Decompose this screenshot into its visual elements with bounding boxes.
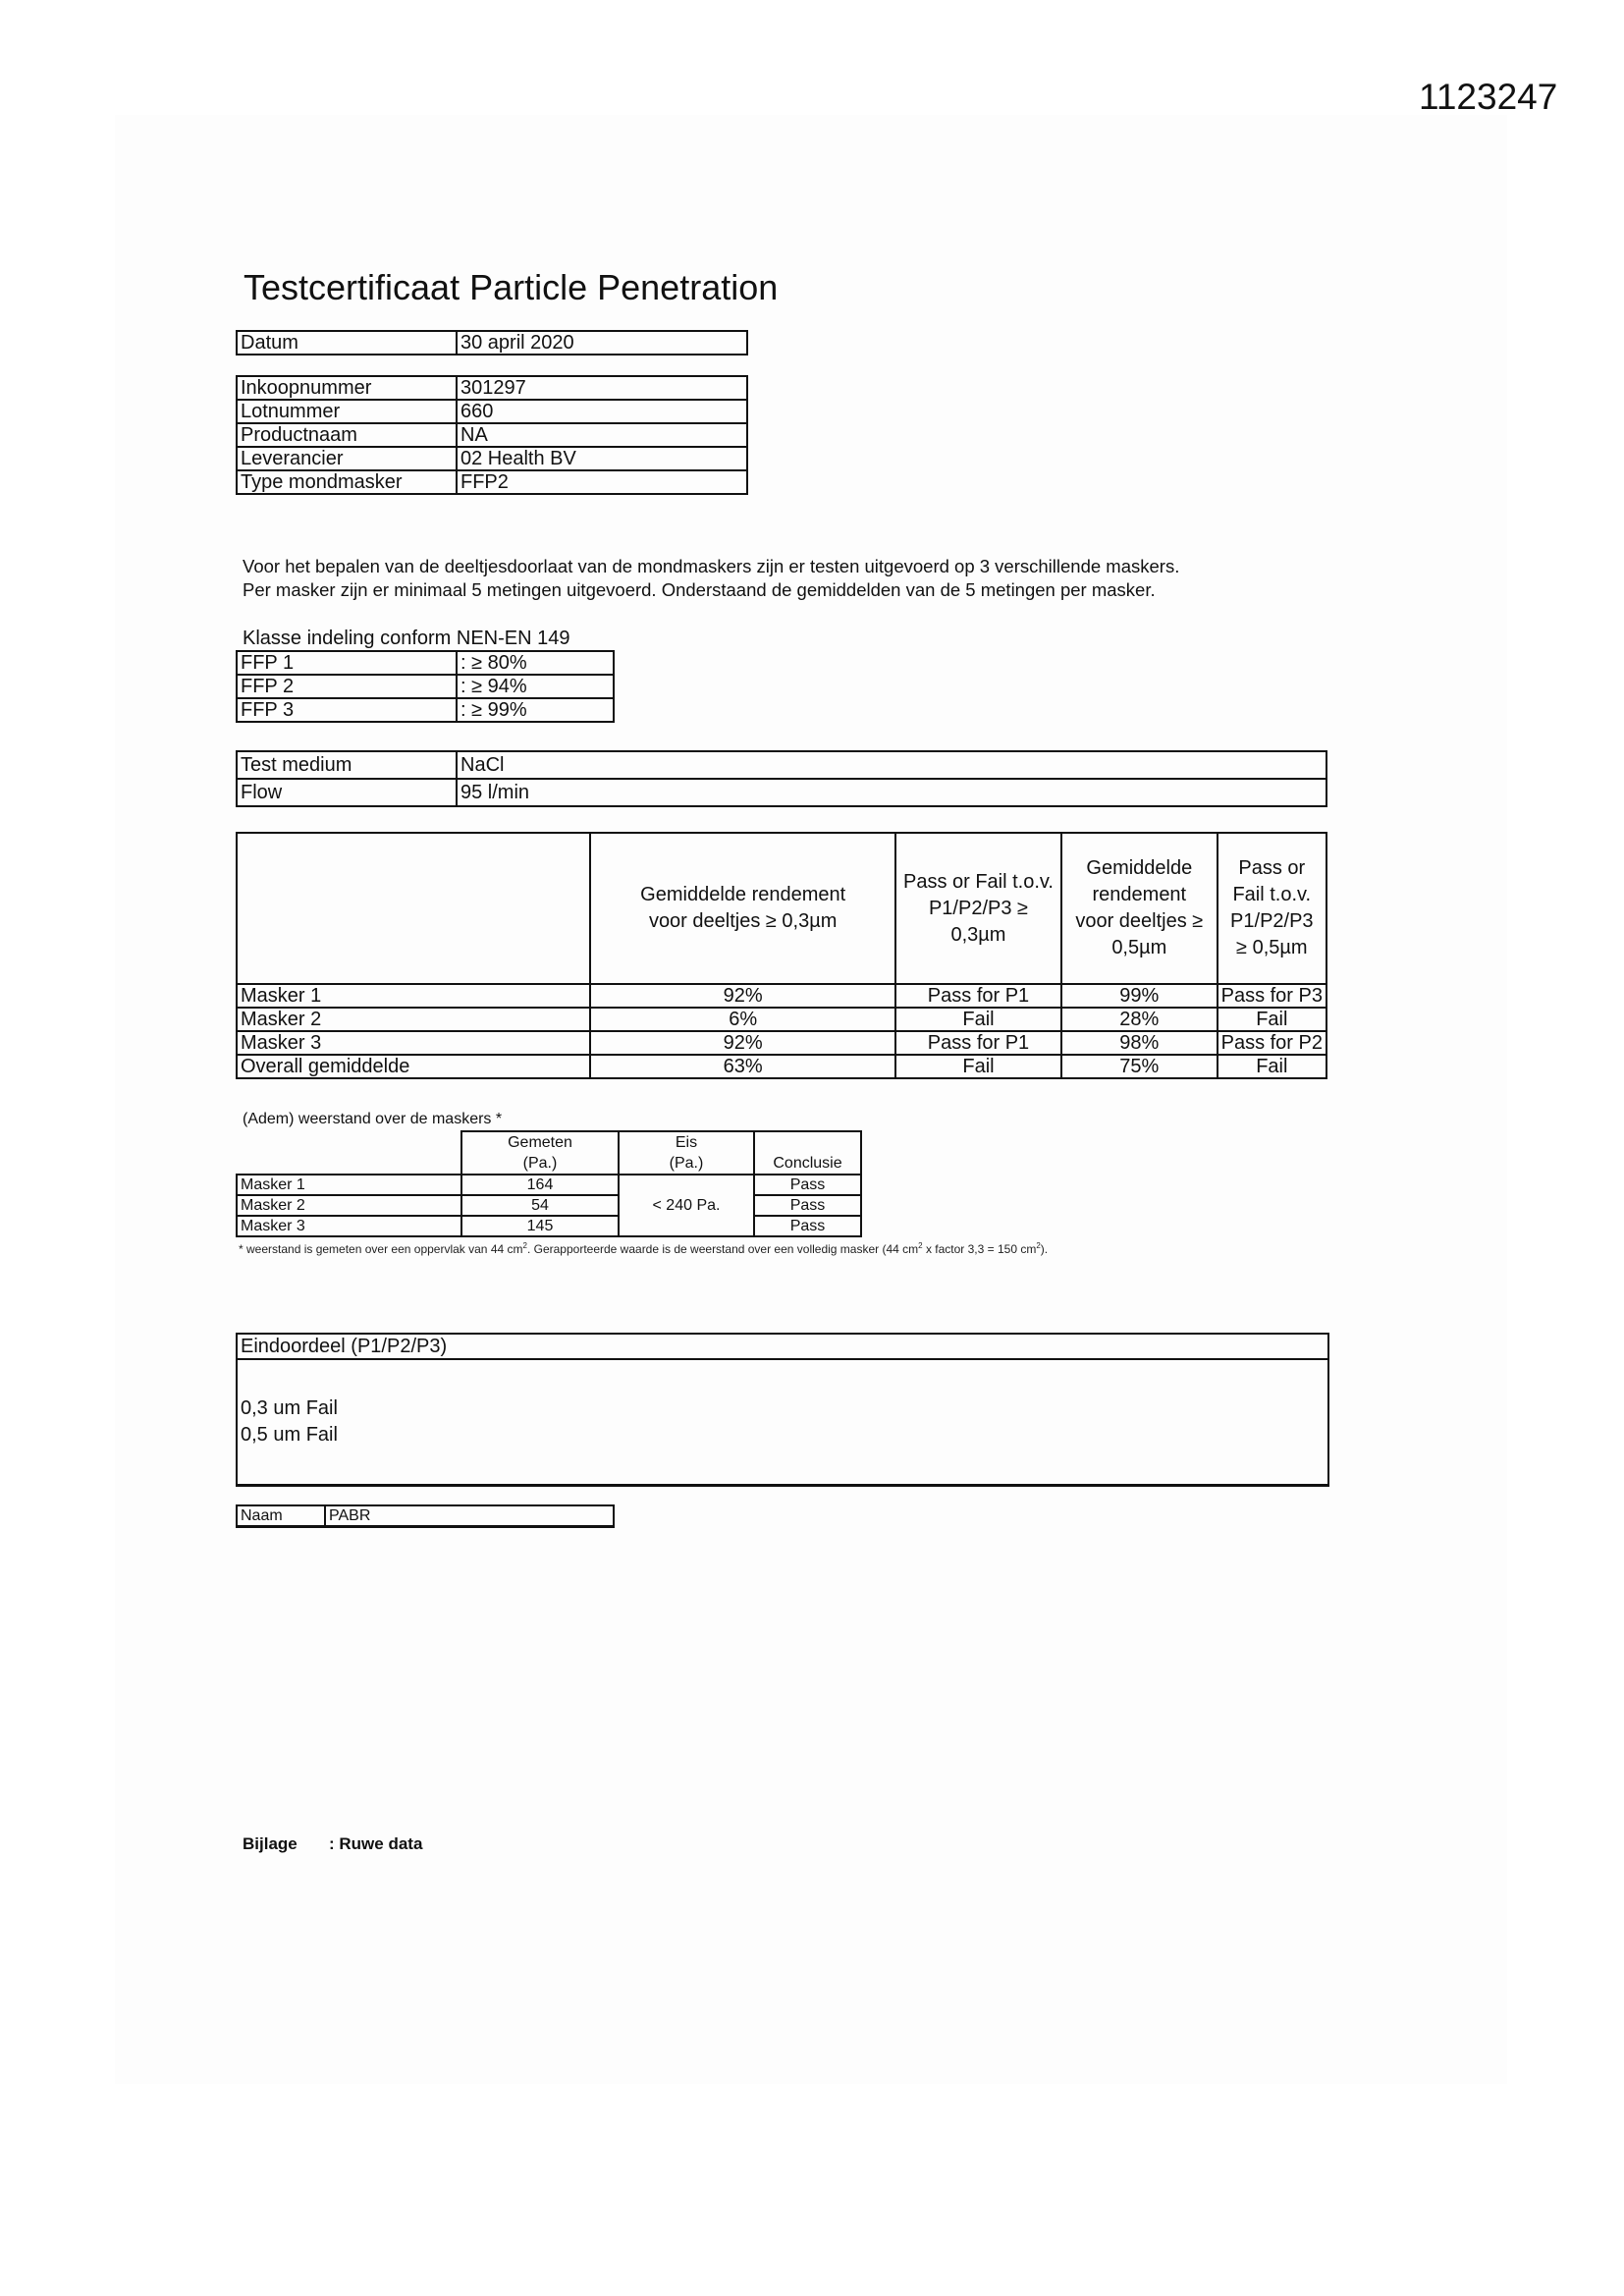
- results-header-row: [237, 833, 1326, 984]
- productnaam-label: Productnaam: [237, 423, 457, 447]
- table-row: [237, 400, 747, 423]
- table-row: [237, 1505, 614, 1527]
- table-row: [237, 651, 614, 675]
- leverancier-label: Leverancier: [237, 447, 457, 470]
- ffp1-class: FFP 1: [237, 651, 457, 675]
- measured: 145: [461, 1216, 619, 1236]
- document-number: 1123247: [1419, 77, 1558, 117]
- table-row: [237, 447, 747, 470]
- resistance-header-eis: [619, 1131, 754, 1175]
- table-row: [237, 331, 747, 355]
- table-row: [237, 984, 1326, 1008]
- eff-05: 99%: [1061, 984, 1218, 1008]
- lotnummer-value: 660: [457, 400, 747, 423]
- klasse-table: [236, 650, 615, 723]
- intro-text: [243, 555, 1179, 602]
- superscript: 2: [522, 1241, 527, 1250]
- datum-table: [236, 330, 748, 355]
- eis-label: Eis: [675, 1134, 698, 1151]
- superscript: 2: [1036, 1241, 1041, 1250]
- pf-03: Fail: [895, 1008, 1061, 1031]
- table-row: [237, 1175, 861, 1195]
- type-mondmasker-label: Type mondmasker: [237, 470, 457, 494]
- resistance-header-conclusie: Conclusie: [754, 1131, 861, 1175]
- superscript: 2: [918, 1241, 923, 1250]
- naam-label: Naam: [237, 1505, 325, 1527]
- eff-03: 6%: [590, 1008, 895, 1031]
- row-name: Masker 3: [237, 1216, 461, 1236]
- klasse-label: Klasse indeling conform NEN-EN 149: [243, 628, 570, 649]
- row-name: Overall gemiddelde: [237, 1055, 590, 1078]
- resistance-header-row: [237, 1131, 861, 1175]
- table-row: [237, 1008, 1326, 1031]
- flow-label: Flow: [237, 779, 457, 806]
- ffp1-value: : ≥ 80%: [457, 651, 614, 675]
- eis-unit: (Pa.): [669, 1155, 704, 1172]
- results-table: [236, 832, 1327, 1079]
- table-row: [237, 1055, 1326, 1078]
- gemeten-unit: (Pa.): [522, 1155, 558, 1172]
- conclusion: Pass: [754, 1195, 861, 1216]
- pf-03: Fail: [895, 1055, 1061, 1078]
- footnote-part: ).: [1040, 1242, 1049, 1256]
- results-header-eff-03: Gemiddelde rendement voor deeltjes ≥ 0,3µm: [590, 833, 895, 984]
- measured: 54: [461, 1195, 619, 1216]
- table-row: [237, 1031, 1326, 1055]
- results-header-pf-05: Pass or Fail t.o.v. P1/P2/P3 ≥ 0,5µm: [1218, 833, 1326, 984]
- leverancier-value: 02 Health BV: [457, 447, 747, 470]
- eff-05: 28%: [1061, 1008, 1218, 1031]
- footnote-part: * weerstand is gemeten over een oppervlak van 44 cm: [239, 1242, 523, 1256]
- conclusion: Pass: [754, 1175, 861, 1195]
- naam-value: PABR: [325, 1505, 614, 1527]
- eindoordeel-box: [236, 1333, 1329, 1487]
- row-name: Masker 3: [237, 1031, 590, 1055]
- ffp3-value: : ≥ 99%: [457, 698, 614, 722]
- gemeten-label: Gemeten: [508, 1134, 572, 1151]
- row-name: Masker 1: [237, 984, 590, 1008]
- page-title: Testcertificaat Particle Penetration: [244, 267, 779, 307]
- bijlage: [243, 1834, 422, 1854]
- pf-05: Pass for P3: [1218, 984, 1326, 1008]
- table-row: [237, 698, 614, 722]
- resistance-table: [236, 1130, 862, 1237]
- table-row: [237, 751, 1326, 779]
- pf-03: Pass for P1: [895, 984, 1061, 1008]
- intro-line-2: Per masker zijn er minimaal 5 metingen uitgevoerd. Onderstaand de gemiddelden van de 5 metingen per masker.: [243, 579, 1156, 600]
- row-name: Masker 2: [237, 1008, 590, 1031]
- resistance-label: (Adem) weerstand over de maskers *: [243, 1111, 503, 1127]
- resistance-footnote: [239, 1241, 1048, 1256]
- row-name: Masker 2: [237, 1195, 461, 1216]
- table-row: [237, 1216, 861, 1236]
- bijlage-label: Bijlage: [243, 1834, 298, 1853]
- measured: 164: [461, 1175, 619, 1195]
- results-header-eff-05: Gemiddelde rendement voor deeltjes ≥ 0,5µm: [1061, 833, 1218, 984]
- pf-03: Pass for P1: [895, 1031, 1061, 1055]
- table-row: [237, 779, 1326, 806]
- table-row: [237, 675, 614, 698]
- eff-03: 92%: [590, 984, 895, 1008]
- footnote-part: . Gerapporteerde waarde is de weerstand over een volledig masker (44 cm: [526, 1242, 919, 1256]
- ffp3-class: FFP 3: [237, 698, 457, 722]
- results-header-pf-03: Pass or Fail t.o.v. P1/P2/P3 ≥ 0,3µm: [895, 833, 1061, 984]
- results-header-blank: [237, 833, 590, 984]
- product-info-table: [236, 375, 748, 495]
- eindoordeel-body: [238, 1360, 1327, 1484]
- test-medium-label: Test medium: [237, 751, 457, 779]
- table-row: [237, 470, 747, 494]
- intro-line-1: Voor het bepalen van de deeltjesdoorlaat van de mondmaskers zijn er testen uitgevoerd op 3 verschillende maskers.: [243, 556, 1180, 576]
- footnote-part: x factor 3,3 = 150 cm: [922, 1242, 1037, 1256]
- type-mondmasker-value: FFP2: [457, 470, 747, 494]
- inkoopnummer-value: 301297: [457, 376, 747, 400]
- eindoordeel-line-05: 0,5 um Fail: [241, 1424, 338, 1446]
- test-medium-value: NaCl: [457, 751, 1326, 779]
- test-conditions-table: [236, 750, 1327, 807]
- eff-03: 92%: [590, 1031, 895, 1055]
- pf-05: Fail: [1218, 1055, 1326, 1078]
- pf-05: Fail: [1218, 1008, 1326, 1031]
- conclusion: Pass: [754, 1216, 861, 1236]
- requirement: < 240 Pa.: [619, 1175, 754, 1236]
- naam-table: [236, 1504, 615, 1528]
- datum-label: Datum: [237, 331, 457, 355]
- bijlage-value: : Ruwe data: [329, 1834, 423, 1853]
- datum-value: 30 april 2020: [457, 331, 747, 355]
- eff-05: 75%: [1061, 1055, 1218, 1078]
- table-row: [237, 376, 747, 400]
- resistance-header-gemeten: [461, 1131, 619, 1175]
- eff-05: 98%: [1061, 1031, 1218, 1055]
- productnaam-value: NA: [457, 423, 747, 447]
- inkoopnummer-label: Inkoopnummer: [237, 376, 457, 400]
- eff-03: 63%: [590, 1055, 895, 1078]
- ffp2-class: FFP 2: [237, 675, 457, 698]
- flow-value: 95 l/min: [457, 779, 1326, 806]
- pf-05: Pass for P2: [1218, 1031, 1326, 1055]
- table-row: [237, 423, 747, 447]
- lotnummer-label: Lotnummer: [237, 400, 457, 423]
- table-row: [237, 1195, 861, 1216]
- ffp2-value: : ≥ 94%: [457, 675, 614, 698]
- eindoordeel-line-03: 0,3 um Fail: [241, 1397, 338, 1419]
- resistance-header-blank: [237, 1131, 461, 1175]
- eindoordeel-label: Eindoordeel (P1/P2/P3): [238, 1335, 1327, 1360]
- row-name: Masker 1: [237, 1175, 461, 1195]
